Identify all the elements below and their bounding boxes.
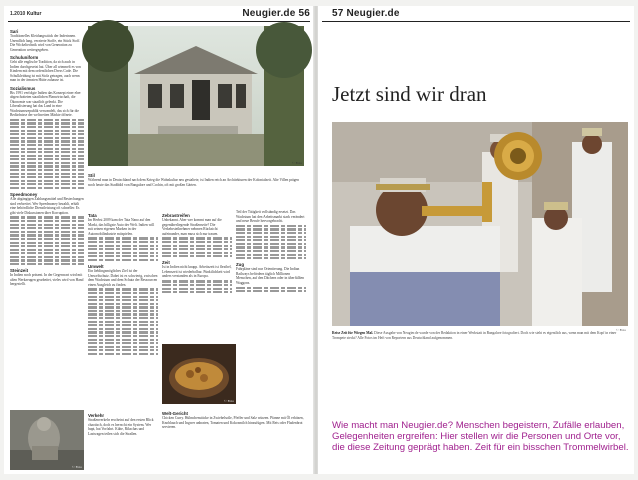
caption-text: Diese Ausgabe von Neugier.de wurde von der Redaktion in einer Werkstatt in Bangalore fotografiert. Doch wie sieht es eigentlich aus, wenn man mit dem Kopf in einer Trompete steckt? Alle Fotos im Heft von Reportern aus Deutschland aufgenommen. xyxy=(332,331,617,340)
entry-text: Traditionelles Kleidungsstück der Inderinnen. Unendlich lang, verzierte Stoffe, ein Stück Stoff. Die Wickeltechnik wird von Generation zu Generation weitergegeben. xyxy=(10,34,81,52)
left-page xyxy=(4,6,314,474)
entry-head: Welt-Gericht xyxy=(162,411,189,416)
entry-head: Schuluniform xyxy=(10,55,39,60)
entry-text: Chicken Curry. Hühnchenstücke in Zwiebelsoße, Pfeffer und Salz würzen. Pfanne mit Öl erhitzen, Knoblauch und Ingwer anbraten, Tomaten und Kokosmilch hinzufügen. Mit Reis oder Fladenbrot servieren. xyxy=(162,416,304,429)
entry-head: Zebrastreifen xyxy=(162,213,190,218)
column-2 xyxy=(88,210,158,410)
stil-block xyxy=(88,170,304,206)
teaser-text: Wie macht man Neugier.de? Menschen begeistern, Zufälle erlauben, Gelegenheiten ergreifen: Hier stellen wir die Personen und Orte vor, die diese Zeitung geprägt haben. Zeit für ein bisschen Trommelwirbel. xyxy=(332,420,629,453)
entry-head: Speedmoney xyxy=(10,192,38,198)
entry-text: Bis 1991 verfolgte Indien das Konzept einer eher abgeschotteten staatlichen Planwirtschaft, die Ökonomie war staatlich gelenkt. Die Liberalisierung hat das Land in eine Wachstumsrepublik verwandelt, das sich für die Bedürfnisse der weltweiten Märkte öffnete. xyxy=(10,90,81,117)
left-header-title: Neugier.de 56 xyxy=(242,8,310,19)
photo-credit: © Foto xyxy=(292,160,302,165)
entry-text: Fahrpläne sind nur Orientierung. Die Indian Railways befördern täglich Millionen Menschen, auf den Dächern oder in überfüllten Waggons. xyxy=(236,267,304,285)
entry-text: Unbekannt. Aber wer kommt man auf die gegenüberliegende Straßenseite? Die Verkehrsteilnehmer nehmen Rücksicht aufeinander, man muss sich nur trauen. xyxy=(162,218,222,236)
photo-credit: © Foto xyxy=(616,327,626,332)
entry-head: Zeit xyxy=(162,260,170,266)
entry-head: Zug xyxy=(236,262,245,268)
entry-head: Stil xyxy=(88,173,95,178)
curry-photo xyxy=(162,344,236,404)
entry-head: Tata xyxy=(88,213,97,218)
entry-head: Sozialismus xyxy=(10,85,36,91)
column-4 xyxy=(236,210,306,406)
photo-credit: © Foto xyxy=(224,398,234,403)
entry-text: Straßenverkehr erscheint auf den ersten Blick chaotisch, doch es herrscht ein System. Wer hupt, hat Vorfahrt. Kühe, Rikschas und Lastwagen teilen sich die Straßen. xyxy=(88,418,154,436)
entry-head: Verkehr xyxy=(88,413,105,418)
entry-text: Teil der Tätigkeit vollständig ersetzt. Das Wachstum hat den Arbeitsmarkt stark verändert und neue Berufe hervorgebracht. xyxy=(236,210,305,223)
entry-text: Geht alle englische Tradition, da sich auch in Indien durchgesetzt hat. Über all wimmelt es von Kindern mit dem ordentlichen Dress Code. Die Schulkleidung ist mit Stolz getragen, auch wenn man in der ärmsten Hütte zuhause ist. xyxy=(10,60,81,82)
welt-gericht-block xyxy=(162,408,310,470)
entry-head: Umwelt xyxy=(88,264,104,270)
villa-photo xyxy=(88,26,304,166)
photo-credit: © Foto xyxy=(72,464,82,469)
entry-head: Sari xyxy=(10,29,19,34)
folio-number: 1.2010 xyxy=(10,11,26,17)
article-headline: Jetzt sind wir dran xyxy=(332,82,487,106)
sculpture-photo xyxy=(10,410,84,470)
right-page xyxy=(318,6,634,474)
entry-text: Im Herbst 2009 kam der Tata Nano auf den Markt, das billigste Auto der Welt. Indien will mit seinen eigenen Marken in der Automobilindustrie mitspielen. xyxy=(88,218,155,236)
photo-caption xyxy=(332,331,628,340)
verkehr-block xyxy=(88,410,158,472)
column-1 xyxy=(10,26,84,406)
entry-text: Ist in Indien nicht knapp. Arbeitszeit ist flexibel, Lebenszeit ist wiederholbar. Pünktlichkeit wird anders verstanden als in Europa. xyxy=(162,265,232,279)
header-rule xyxy=(8,21,310,22)
entry-head: Steinzeit xyxy=(10,268,29,274)
entry-text: Während man in Deutschland nach dem Krieg die Wohnkultur neu gestaltete, ist Indien reich an Architekturen der Kolonialzeit. Alte Villen prägen noch heute das Stadtbild von Bangalore und Cochin, oft mit großen Gärten. xyxy=(88,178,299,187)
column-3 xyxy=(162,210,232,340)
right-header-title: 57 Neugier.de xyxy=(332,8,400,19)
header-rule xyxy=(322,21,630,22)
caption-lead: Reise Zeit für Wiegen Mal. xyxy=(332,331,374,335)
entry-text: Alle abgängigen Zahlungsmittel und Bestechungen sind verbreitet. Wer Speedmoney bezahlt, erhält eine behördliche Dienstleistung oft schneller. Es gibt viele Diskussionen über Korruption. xyxy=(10,197,84,215)
section-name: Kultur xyxy=(26,11,42,17)
left-folio xyxy=(10,11,41,17)
entry-text: In Indien noch präsent. In der Gegenwart wird mit alten Werkzeugen gearbeitet, vieles wird von Hand hergestellt. xyxy=(10,273,84,287)
brass-band-photo xyxy=(332,122,628,332)
entry-text: Ein lieblingsmögliches Ziel ist der Umweltschutz. Dabei ist es schwierig, zwischen dem Wachstum und dem Schutz der Ressourcen einen Ausgleich zu finden. xyxy=(88,269,158,287)
